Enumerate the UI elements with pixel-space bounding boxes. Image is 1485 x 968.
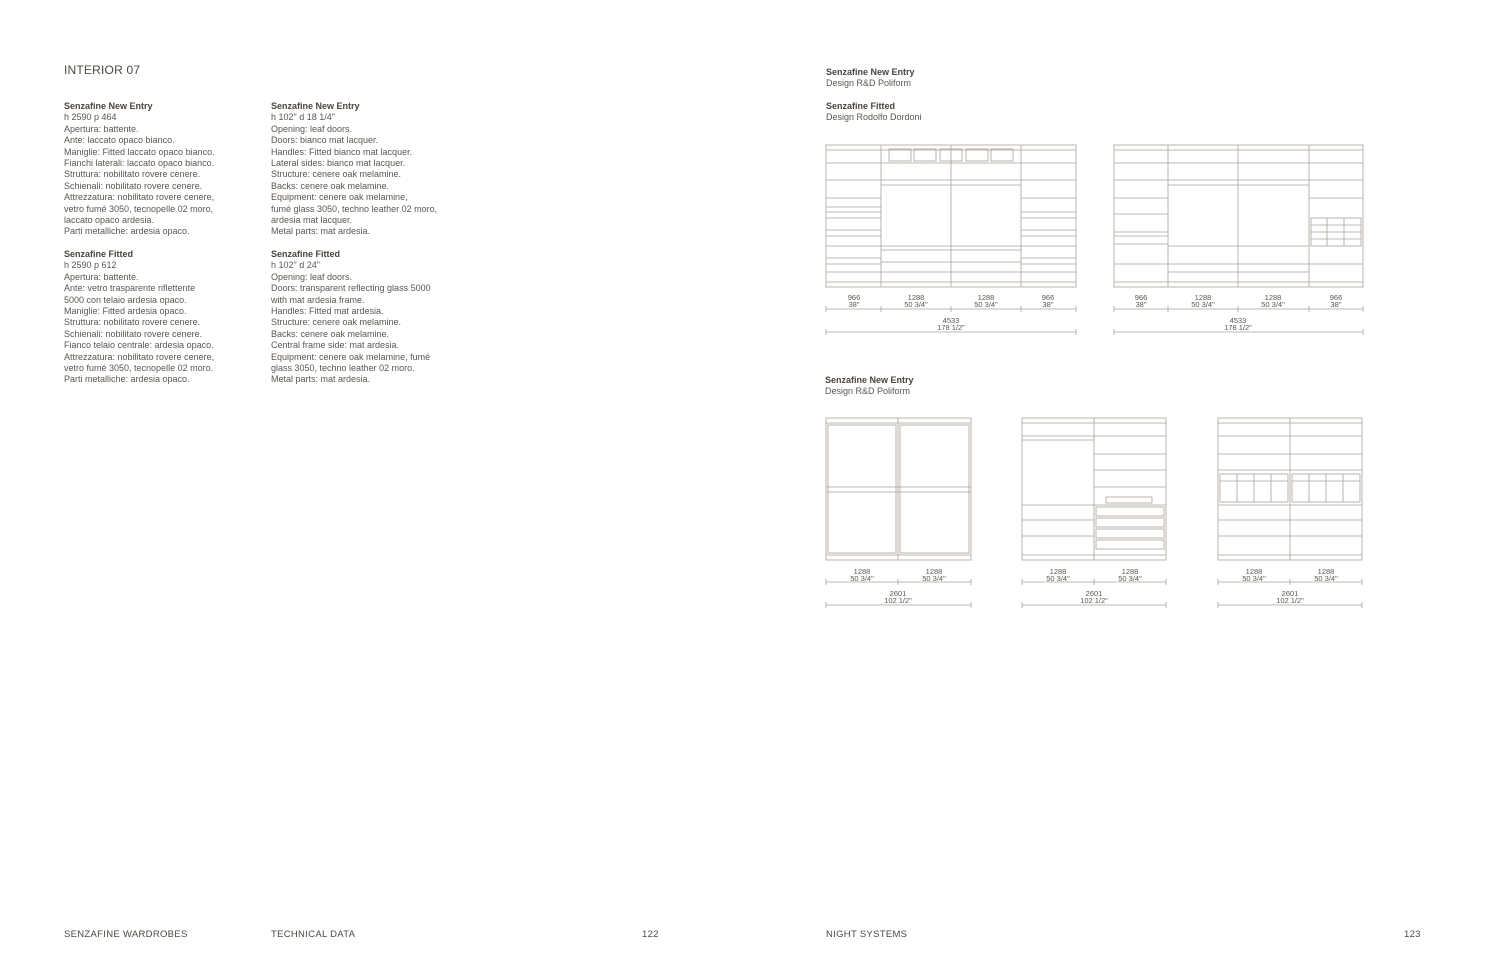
- dim-label-in: 50 3/4": [922, 574, 946, 583]
- spec-line: Attrezzatura: nobilitato rovere cenere,: [64, 192, 215, 203]
- dim-label-in: 50 3/4": [1118, 574, 1142, 583]
- footer-section-left: TECHNICAL DATA: [271, 929, 356, 940]
- dim-label-mm: 966: [1134, 293, 1148, 302]
- dim-total-in: 102 1/2": [1080, 596, 1108, 605]
- spec-line: 5000 con telaio ardesia opaco.: [64, 294, 187, 305]
- footer-brand: SENZAFINE WARDROBES: [64, 929, 188, 940]
- spec-line: Equipment: cenere oak melamine, fumé: [271, 351, 431, 362]
- page-title: INTERIOR 07: [64, 63, 141, 77]
- spec-line: Parti metalliche: ardesia opaco.: [64, 374, 190, 385]
- spec-line: glass 3050, techno leather 02 moro.: [271, 362, 415, 373]
- dim-label-mm: 966: [847, 293, 861, 302]
- spec-heading: Senzafine Fitted: [271, 248, 341, 259]
- spec-line: Handles: Fitted mat ardesia.: [271, 305, 384, 316]
- dim-label-mm: 966: [1329, 293, 1343, 302]
- spec-line: Lateral sides: bianco mat lacquer.: [271, 158, 406, 169]
- spec-line: h 102" d 18 1/4": [271, 112, 335, 123]
- caption-heading: Senzafine New Entry: [826, 67, 915, 77]
- spec-line: Struttura: nobilitato rovere cenere.: [64, 317, 201, 328]
- dim-label-mm: 1288: [907, 293, 925, 302]
- spec-line: h 2590 p 612: [64, 260, 117, 271]
- dim-label-mm: 966: [1041, 293, 1055, 302]
- spec-line: Apertura: battente.: [64, 271, 139, 282]
- dim-total-in: 178 1/2": [1224, 323, 1252, 332]
- caption-designer: Design R&D Poliform: [825, 386, 911, 397]
- dim-label-mm: 1288: [1245, 567, 1263, 576]
- dim-label-in: 50 3/4": [1314, 574, 1338, 583]
- dim-label-in: 38": [1042, 300, 1054, 309]
- spec-heading: Senzafine Fitted: [64, 248, 134, 259]
- spec-line: with mat ardesia frame.: [271, 294, 365, 305]
- spec-line: Fianco telaio centrale: ardesia opaco.: [64, 340, 214, 351]
- spec-line: Central frame side: mat ardesia.: [271, 340, 400, 351]
- spec-line: ardesia mat lacquer.: [271, 215, 353, 226]
- dim-label-mm: 1288: [853, 567, 871, 576]
- spec-line: Attrezzatura: nobilitato rovere cenere,: [64, 351, 215, 362]
- dim-label-mm: 1288: [1264, 293, 1282, 302]
- spec-line: Structure: cenere oak melamine.: [271, 169, 402, 180]
- dim-label-in: 50 3/4": [1261, 300, 1285, 309]
- dim-total-mm: 2601: [1085, 589, 1103, 598]
- page-number-left: 122: [642, 929, 659, 940]
- spec-line: Ante: laccato opaco bianco.: [64, 135, 175, 146]
- spec-line: Schienali: nobilitato rovere cenere.: [64, 180, 203, 191]
- wardrobe-elevation-doors: [826, 418, 971, 560]
- dim-total-mm: 2601: [1281, 589, 1299, 598]
- spec-heading: Senzafine New Entry: [271, 101, 360, 111]
- spec-heading: Senzafine New Entry: [64, 101, 153, 111]
- dim-label-mm: 1288: [925, 567, 943, 576]
- spec-line: Backs: cenere oak melamine.: [271, 180, 390, 191]
- spec-line: Maniglie: Fitted ardesia opaco.: [64, 305, 187, 316]
- spec-line: Doors: transparent reflecting glass 5000: [271, 283, 431, 294]
- dim-label-in: 50 3/4": [904, 300, 928, 309]
- dim-label-in: 50 3/4": [1191, 300, 1215, 309]
- spec-line: Maniglie: Fitted laccato opaco bianco.: [64, 146, 215, 157]
- dim-total-mm: 4533: [1229, 316, 1247, 325]
- wardrobe-elevation-drawers: [1022, 418, 1166, 560]
- dim-total-in: 178 1/2": [937, 323, 965, 332]
- dim-label-mm: 1288: [977, 293, 995, 302]
- spec-line: Fianchi laterali: laccato opaco bianco.: [64, 158, 215, 169]
- dim-total-in: 102 1/2": [884, 596, 912, 605]
- caption-heading: Senzafine New Entry: [825, 375, 914, 385]
- spec-line: Metal parts: mat ardesia.: [271, 226, 371, 237]
- wardrobe-elevation-cubbies: [1218, 418, 1362, 560]
- spec-line: Opening: leaf doors.: [271, 271, 353, 282]
- spec-line: laccato opaco ardesia.: [64, 215, 155, 226]
- dim-total-in: 102 1/2": [1276, 596, 1304, 605]
- dim-label-in: 38": [1330, 300, 1342, 309]
- dim-total-mm: 2601: [889, 589, 907, 598]
- spec-line: Apertura: battente.: [64, 123, 139, 134]
- spec-line: Struttura: nobilitato rovere cenere.: [64, 169, 201, 180]
- footer-section-right: NIGHT SYSTEMS: [826, 929, 908, 940]
- spec-line: Parti metalliche: ardesia opaco.: [64, 226, 190, 237]
- dim-label-in: 50 3/4": [1242, 574, 1266, 583]
- spec-line: h 102" d 24": [271, 260, 320, 271]
- spec-line: Equipment: cenere oak melamine,: [271, 192, 408, 203]
- wardrobe-elevation-new-entry: [826, 145, 1076, 287]
- dim-label-in: 50 3/4": [1046, 574, 1070, 583]
- spec-line: vetro fumé 3050, tecnopelle 02 moro.: [64, 362, 214, 373]
- dim-label-mm: 1288: [1317, 567, 1335, 576]
- dimension-lines-wide: [826, 306, 1363, 335]
- dim-label-in: 38": [848, 300, 860, 309]
- spec-line: fumé glass 3050, techno leather 02 moro,: [271, 203, 438, 214]
- spec-line: Opening: leaf doors.: [271, 123, 353, 134]
- spec-line: vetro fumé 3050, tecnopelle 02 moro,: [64, 203, 214, 214]
- dim-total-mm: 4533: [942, 316, 960, 325]
- dim-label-in: 50 3/4": [850, 574, 874, 583]
- dim-label-mm: 1288: [1194, 293, 1212, 302]
- spec-line: Ante: vetro trasparente riflettente: [64, 283, 196, 294]
- dim-label-mm: 1288: [1049, 567, 1067, 576]
- page-number-right: 123: [1404, 929, 1421, 940]
- spec-line: Structure: cenere oak melamine.: [271, 317, 402, 328]
- wardrobe-elevation-fitted: [1114, 145, 1363, 287]
- spec-line: h 2590 p 464: [64, 112, 117, 123]
- dim-label-in: 50 3/4": [974, 300, 998, 309]
- caption-designer: Design Rodolfo Dordoni: [826, 112, 922, 123]
- spec-line: Schienali: nobilitato rovere cenere.: [64, 328, 203, 339]
- spec-line: Doors: bianco mat lacquer.: [271, 135, 379, 146]
- caption-heading: Senzafine Fitted: [826, 101, 896, 111]
- spec-line: Metal parts: mat ardesia.: [271, 374, 371, 385]
- dim-label-mm: 1288: [1121, 567, 1139, 576]
- dim-label-in: 38": [1135, 300, 1147, 309]
- caption-designer: Design R&D Poliform: [826, 78, 912, 89]
- spec-line: Backs: cenere oak melamine.: [271, 328, 390, 339]
- spec-line: Handles: Fitted bianco mat lacquer.: [271, 146, 413, 157]
